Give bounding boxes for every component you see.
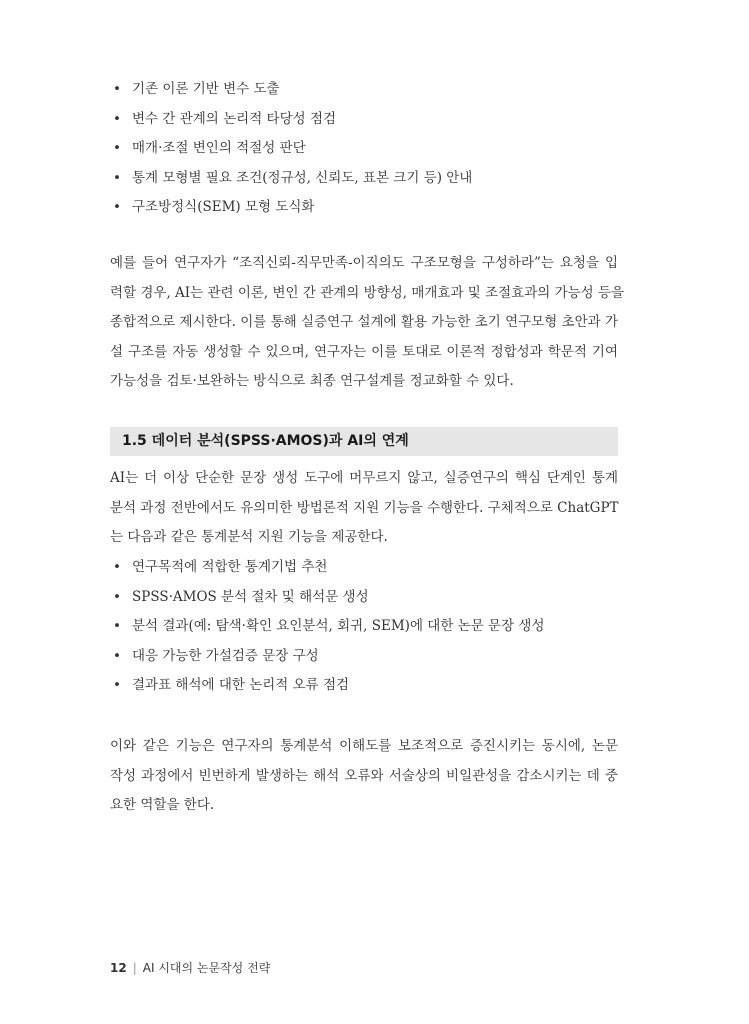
bullet-icon: • bbox=[113, 110, 121, 127]
footer-separator: | bbox=[132, 961, 137, 975]
paragraph-line: 력할 경우, AI는 관련 이론, 변인 간 관계의 방향성, 매개효과 및 조절효과의 가능성 등을 bbox=[110, 284, 625, 301]
list-item: • SPSS·AMOS 분석 절차 및 해석문 생성 bbox=[110, 583, 545, 613]
list-item: • 매개·조절 변인의 적절성 판단 bbox=[110, 134, 472, 164]
paragraph-line: 요한 역할을 한다. bbox=[110, 797, 215, 814]
list-item: • 변수 간 관계의 논리적 타당성 점검 bbox=[110, 105, 472, 135]
paragraph-example bbox=[110, 249, 625, 397]
paragraph-line: 설 구조를 자동 생성할 수 있으며, 연구자는 이를 토대로 이론적 정합성과 학문적 기여 bbox=[110, 343, 618, 360]
bullet-icon: • bbox=[113, 169, 121, 186]
bullet-icon: • bbox=[113, 559, 121, 575]
bullet-icon: • bbox=[113, 140, 121, 157]
list-item: • 결과표 해석에 대한 논리적 오류 점검 bbox=[110, 671, 545, 701]
paragraph-line: 분석 과정 전반에서도 유의미한 방법론적 지원 기능을 수행한다. 구체적으로 ChatGPT bbox=[110, 499, 619, 516]
paragraph-line: 작성 과정에서 빈번하게 발생하는 해석 오류와 서술상의 비일관성을 감소시키는 데 중 bbox=[110, 767, 618, 784]
list-item: • 통계 모형별 필요 조건(정규성, 신뢰도, 표본 크기 등) 안내 bbox=[110, 164, 472, 194]
paragraph-line: 종합적으로 제시한다. 이를 통해 실증연구 설계에 활용 가능한 초기 연구모형 초안과 가 bbox=[110, 314, 618, 331]
list-item: • 대응 가능한 가설검증 문장 구성 bbox=[110, 642, 545, 672]
paragraph-line: AI는 더 이상 단순한 문장 생성 도구에 머무르지 않고, 실증연구의 핵심 단계인 통계 bbox=[110, 470, 618, 486]
bullet-list-model-support bbox=[110, 75, 472, 223]
paragraph-conclusion bbox=[110, 732, 618, 821]
paragraph-line: 는 다음과 같은 통계분석 지원 기능을 제공한다. bbox=[110, 529, 388, 546]
paragraph-line: 이와 같은 기능은 연구자의 통계분석 이해도를 보조적으로 증진시키는 동시에, 논문 bbox=[110, 738, 618, 754]
bullet-icon: • bbox=[113, 199, 121, 216]
list-item: • 연구목적에 적합한 통계기법 추천 bbox=[110, 553, 545, 583]
paragraph-analysis-intro bbox=[110, 464, 618, 553]
bullet-list-analysis-support bbox=[110, 553, 545, 701]
bullet-icon: • bbox=[113, 647, 121, 664]
bullet-icon: • bbox=[113, 618, 121, 635]
bullet-icon: • bbox=[113, 81, 121, 97]
section-heading: 1.5 데이터 분석(SPSS·AMOS)과 AI의 연계 bbox=[110, 427, 618, 456]
page-number: 12 bbox=[110, 961, 127, 975]
book-title: AI 시대의 논문작성 전략 bbox=[142, 961, 271, 975]
list-item: • 분석 결과(예: 탐색·확인 요인분석, 회귀, SEM)에 대한 논문 문장 생성 bbox=[110, 612, 545, 642]
paragraph-line: 가능성을 검토·보완하는 방식으로 최종 연구설계를 정교화할 수 있다. bbox=[110, 373, 514, 390]
list-item: • 구조방정식(SEM) 모형 도식화 bbox=[110, 193, 472, 223]
bullet-icon: • bbox=[113, 677, 121, 694]
list-item: • 기존 이론 기반 변수 도출 bbox=[110, 75, 472, 105]
paragraph-line: 예를 들어 연구자가 “조직신뢰-직무만족-이직의도 구조모형을 구성하라”는 요청을 입 bbox=[110, 255, 618, 271]
page-footer bbox=[110, 959, 270, 976]
bullet-icon: • bbox=[113, 588, 121, 605]
